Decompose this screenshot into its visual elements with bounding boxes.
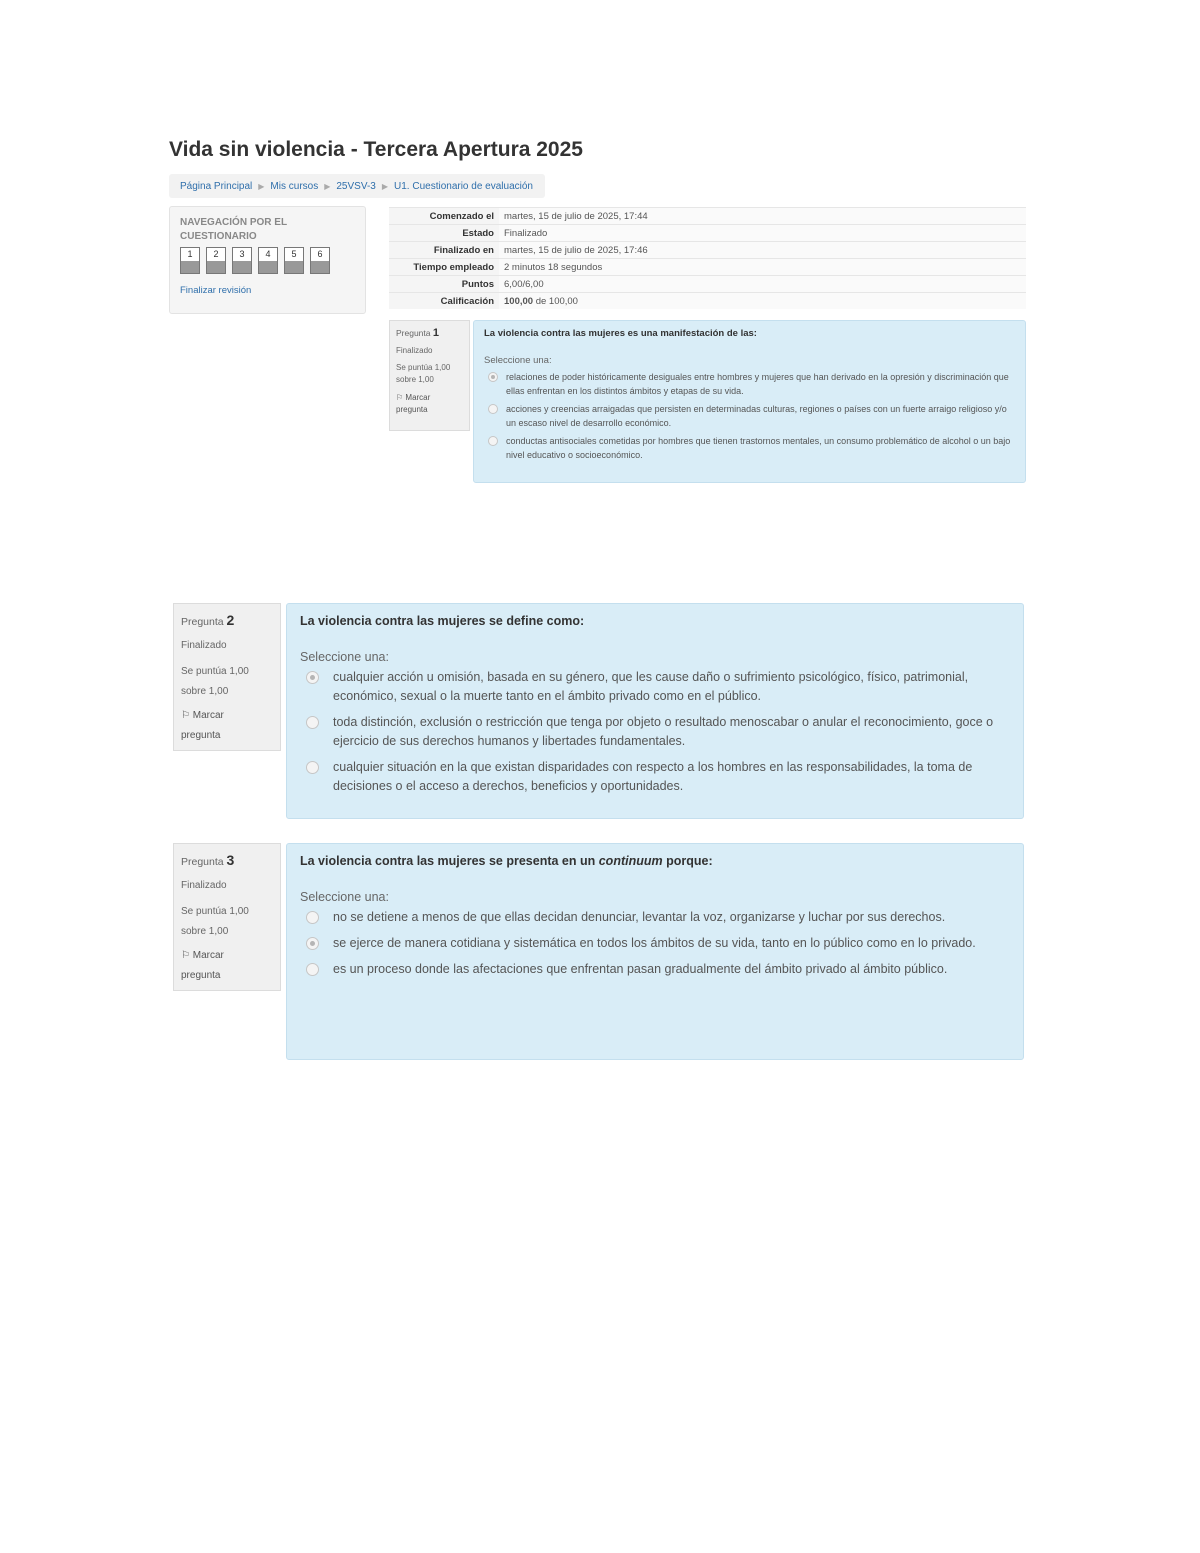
question-number-value: 3 xyxy=(226,852,235,868)
flag-label-1: Marcar xyxy=(405,393,431,402)
breadcrumb-separator-icon: ▶ xyxy=(381,181,389,191)
answer-option-text: conductas antisociales cometidas por hombres que tienen trastornos mentales, un consumo problemático de alcohol o un bajo nivel educativo o socioeconómico. xyxy=(506,436,1011,460)
summary-label: Tiempo empleado xyxy=(389,259,499,276)
question-nav-button-1[interactable] xyxy=(180,247,200,274)
question-nav-number: 2 xyxy=(213,249,219,259)
page-title: Vida sin violencia - Tercera Apertura 2025 xyxy=(169,138,583,161)
question-number xyxy=(181,850,273,872)
question-info-1 xyxy=(389,320,470,431)
flag-label-1: Marcar xyxy=(192,950,224,961)
breadcrumb-separator-icon: ▶ xyxy=(324,181,331,191)
question-nav-number: 5 xyxy=(291,249,297,259)
question-info-3 xyxy=(173,843,281,991)
summary-value xyxy=(499,293,1026,310)
answer-option[interactable] xyxy=(300,934,1010,953)
question-nav-number: 6 xyxy=(317,249,323,259)
question-nav-button-4[interactable] xyxy=(258,247,278,274)
grade-line-1: Se puntúa 1,00 xyxy=(181,666,249,677)
answered-indicator xyxy=(233,261,251,273)
question-number xyxy=(396,325,463,342)
summary-value: Finalizado xyxy=(499,225,1026,242)
summary-row-finished xyxy=(389,242,1026,259)
grade-line-2: sobre 1,00 xyxy=(181,686,229,697)
radio-button[interactable] xyxy=(488,372,498,382)
flag-question-button[interactable] xyxy=(396,392,463,416)
answer-option-text: no se detiene a menos de que ellas decidan denunciar, levantar la voz, organizarse y luchar por sus derechos. xyxy=(333,910,946,924)
answer-option-text: cualquier situación en la que existan disparidades con respecto a los hombres en las responsabilidades, la toma de decisiones o el acceso a derechos, beneficios y oportunidades. xyxy=(333,760,973,793)
flag-label-2: pregunta xyxy=(181,970,221,981)
answer-option[interactable] xyxy=(300,713,1010,751)
question-state: Finalizado xyxy=(396,346,433,355)
question-content-3 xyxy=(286,843,1024,1060)
breadcrumb xyxy=(169,174,545,198)
answer-option-text: se ejerce de manera cotidiana y sistemática en todos los ámbitos de su vida, tanto en lo público como en lo privado. xyxy=(333,936,976,950)
answer-option-text: relaciones de poder históricamente desiguales entre hombres y mujeres que han derivado en la opresión y discriminación que ellas enfrentan en los distintos ámbitos y etapas de su vida. xyxy=(506,372,1009,396)
question-grade xyxy=(181,902,273,942)
question-text: La violencia contra las mujeres se define como: xyxy=(300,614,585,628)
question-state: Finalizado xyxy=(181,640,227,651)
answer-option-text: es un proceso donde las afectaciones que enfrentan pasan gradualmente del ámbito privado al ámbito público. xyxy=(333,962,948,976)
radio-button[interactable] xyxy=(306,911,319,924)
answer-option[interactable] xyxy=(300,908,1010,927)
question-grade xyxy=(396,362,463,386)
flag-question-button[interactable] xyxy=(181,946,273,986)
question-text: La violencia contra las mujeres es una manifestación de las: xyxy=(484,328,757,339)
grade-max: de 100,00 xyxy=(533,295,578,307)
question-content-1 xyxy=(473,320,1026,483)
summary-label: Finalizado en xyxy=(389,242,499,259)
question-nav-button-3[interactable] xyxy=(232,247,252,274)
flag-label-1: Marcar xyxy=(192,710,224,721)
summary-label: Estado xyxy=(389,225,499,242)
quiz-navigation-title: NAVEGACIÓN POR EL CUESTIONARIO xyxy=(180,217,287,242)
breadcrumb-quiz-link[interactable]: U1. Cuestionario de evaluación xyxy=(394,180,533,192)
summary-label: Comenzado el xyxy=(389,208,499,225)
answer-option[interactable] xyxy=(300,758,1010,796)
summary-row-started xyxy=(389,208,1026,225)
question-nav-button-2[interactable] xyxy=(206,247,226,274)
breadcrumb-course-link[interactable]: 25VSV-3 xyxy=(336,180,376,192)
breadcrumb-home-link[interactable]: Página Principal xyxy=(180,180,253,192)
flag-label-2: pregunta xyxy=(181,730,221,741)
answer-option-text: toda distinción, exclusión o restricción que tenga por objeto o resultado menoscabar o anular el reconocimiento, goce o ejercicio de sus derechos humanos y libertades fundamentales. xyxy=(333,715,994,748)
question-label: Pregunta xyxy=(181,616,224,628)
question-label: Pregunta xyxy=(396,328,431,338)
answered-indicator xyxy=(311,261,329,273)
question-text-start: La violencia contra las mujeres se presenta en un xyxy=(300,854,599,868)
question-info-2 xyxy=(173,603,281,751)
question-number-value: 2 xyxy=(226,612,235,628)
grade-line-1: Se puntúa 1,00 xyxy=(396,363,451,372)
question-number xyxy=(181,610,273,632)
flag-icon: ⚐ xyxy=(181,950,190,961)
summary-value: 6,00/6,00 xyxy=(499,276,1026,293)
flag-label-2: pregunta xyxy=(396,405,428,414)
summary-label: Puntos xyxy=(389,276,499,293)
summary-value: martes, 15 de julio de 2025, 17:44 xyxy=(499,208,1026,225)
answer-option[interactable] xyxy=(300,668,1010,706)
answered-indicator xyxy=(259,261,277,273)
summary-row-time xyxy=(389,259,1026,276)
breadcrumb-my-courses-link[interactable]: Mis cursos xyxy=(270,180,319,192)
grade-line-2: sobre 1,00 xyxy=(181,926,229,937)
quiz-navigation-block xyxy=(169,206,366,314)
flag-question-button[interactable] xyxy=(181,706,273,746)
radio-button[interactable] xyxy=(306,937,319,950)
summary-row-grade xyxy=(389,293,1026,310)
summary-value: 2 minutos 18 segundos xyxy=(499,259,1026,276)
breadcrumb-separator-icon: ▶ xyxy=(258,181,265,191)
radio-button[interactable] xyxy=(488,404,498,414)
answer-option[interactable] xyxy=(484,370,1015,398)
question-nav-buttons xyxy=(180,247,355,274)
flag-icon: ⚐ xyxy=(396,393,404,402)
summary-label: Calificación xyxy=(389,293,499,310)
radio-button[interactable] xyxy=(306,963,319,976)
attempt-summary-table xyxy=(389,207,1026,309)
summary-row-points xyxy=(389,276,1026,293)
question-content-2 xyxy=(286,603,1024,819)
question-state: Finalizado xyxy=(181,880,227,891)
radio-button[interactable] xyxy=(306,716,319,729)
question-nav-button-5[interactable] xyxy=(284,247,304,274)
question-text-italic: continuum xyxy=(598,854,663,868)
grade-line-1: Se puntúa 1,00 xyxy=(181,906,249,917)
answered-indicator xyxy=(285,261,303,273)
question-number-value: 1 xyxy=(432,327,439,339)
answer-option-text: acciones y creencias arraigadas que persisten en determinadas culturas, regiones o países con un fuerte arraigo religioso y/o un escaso nivel de desarrollo económico. xyxy=(506,404,1007,428)
radio-button[interactable] xyxy=(306,671,319,684)
question-text xyxy=(300,854,1010,868)
answer-prompt: Seleccione una: xyxy=(484,355,552,366)
question-label: Pregunta xyxy=(181,856,224,868)
grade-value: 100,00 xyxy=(504,295,534,307)
question-nav-number: 3 xyxy=(239,249,245,259)
summary-value: martes, 15 de julio de 2025, 17:46 xyxy=(499,242,1026,259)
answer-prompt: Seleccione una: xyxy=(300,650,389,664)
question-nav-number: 4 xyxy=(265,249,271,259)
question-grade xyxy=(181,662,273,702)
summary-row-state xyxy=(389,225,1026,242)
radio-button[interactable] xyxy=(488,436,498,446)
radio-button[interactable] xyxy=(306,761,319,774)
answer-prompt: Seleccione una: xyxy=(300,890,389,904)
finish-review-link[interactable]: Finalizar revisión xyxy=(180,285,252,296)
answered-indicator xyxy=(181,261,199,273)
answered-indicator xyxy=(207,261,225,273)
grade-line-2: sobre 1,00 xyxy=(396,375,434,384)
question-text-end: porque: xyxy=(662,854,713,868)
flag-icon: ⚐ xyxy=(181,710,190,721)
answer-option[interactable] xyxy=(484,434,1015,462)
answer-option[interactable] xyxy=(300,960,1010,979)
answer-option-text: cualquier acción u omisión, basada en su género, que les cause daño o sufrimiento psicológico, físico, patrimonial, económico, sexual o la muerte tanto en el ámbito privado como en el público. xyxy=(333,670,969,703)
question-nav-button-6[interactable] xyxy=(310,247,330,274)
question-nav-number: 1 xyxy=(187,249,193,259)
answer-option[interactable] xyxy=(484,402,1015,430)
